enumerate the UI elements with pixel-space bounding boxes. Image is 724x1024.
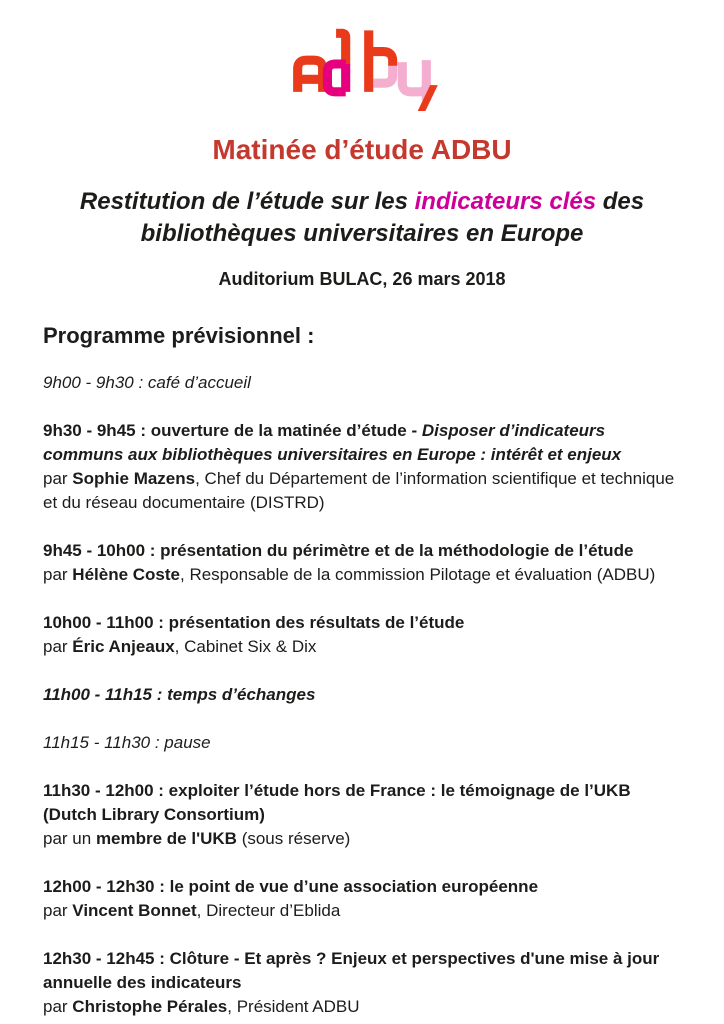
text-segment: 10h00 - 11h00 : présentation des résultats de l’étude xyxy=(43,613,465,632)
text-segment: , Président ADBU xyxy=(227,997,360,1016)
program-line xyxy=(43,611,681,635)
text-segment: par xyxy=(43,469,73,488)
text-segment: 9h00 - 9h30 : café d’accueil xyxy=(43,373,251,392)
program-line xyxy=(43,731,681,755)
text-segment: par xyxy=(43,997,73,1016)
program-item xyxy=(43,731,681,755)
subtitle-line-2: bibliothèques universitaires en Europe xyxy=(140,220,584,247)
text-segment: , Responsable de la commission Pilotage et évaluation (ADBU) xyxy=(180,565,656,584)
program-item xyxy=(43,611,681,659)
text-segment: , Cabinet Six & Dix xyxy=(174,637,317,656)
program-line xyxy=(43,635,681,659)
program-line xyxy=(43,875,681,899)
program-line xyxy=(43,827,681,851)
program-line xyxy=(43,419,681,467)
program-line xyxy=(43,371,681,395)
program-line xyxy=(43,947,681,995)
text-segment: 11h15 - 11h30 : pause xyxy=(43,733,211,752)
program-list xyxy=(43,371,681,1019)
subtitle-text-pre: Restitution de l’étude sur les xyxy=(79,188,415,215)
text-segment: 9h45 - 10h00 : présentation du périmètre et de la méthodologie de l’étude xyxy=(43,541,634,560)
program-item xyxy=(43,371,681,395)
page-title: Matinée d’étude ADBU xyxy=(212,134,512,165)
text-segment: par xyxy=(43,901,73,920)
venue-date: Auditorium BULAC, 26 mars 2018 xyxy=(218,269,506,289)
adbu-logo-graphic xyxy=(282,16,442,112)
text-segment: Hélène Coste xyxy=(72,565,180,584)
text-segment: , Directeur d’Eblida xyxy=(196,901,341,920)
program-line xyxy=(43,539,681,563)
program-line xyxy=(43,683,681,707)
subtitle xyxy=(43,186,681,250)
subtitle-highlight: indicateurs clés xyxy=(414,188,597,215)
program-line xyxy=(43,995,681,1019)
program-line xyxy=(43,899,681,923)
text-segment: Sophie Mazens xyxy=(72,469,196,488)
text-segment: membre de l'UKB xyxy=(95,829,237,848)
program-item xyxy=(43,947,681,1019)
text-segment: 12h00 - 12h30 : le point de vue d’une association européenne xyxy=(43,877,539,896)
text-segment: Vincent Bonnet xyxy=(72,901,197,920)
text-segment: par xyxy=(43,637,73,656)
program-line xyxy=(43,563,681,587)
adbu-logo xyxy=(43,16,681,114)
text-segment: 12h30 - 12h45 : Clôture - Et après ? Enjeux et perspectives d'une mise à jour annuelle des indicateurs xyxy=(43,949,660,992)
subtitle-line-1 xyxy=(43,186,681,218)
text-segment: par un xyxy=(43,829,96,848)
text-segment: Disposer d’indicateurs communs aux bibliothèques universitaires en Europe : intérêt et enjeux xyxy=(43,421,622,464)
text-segment: par xyxy=(43,565,73,584)
program-item xyxy=(43,683,681,707)
program-item xyxy=(43,875,681,923)
text-segment: , Chef du Département de l’information scientifique et technique et du réseau documentaire (DISTRD) xyxy=(43,469,675,512)
program-item xyxy=(43,779,681,851)
text-segment: 11h30 - 12h00 : exploiter l’étude hors de France : le témoignage de l’UKB (Dutch Library Consortium) xyxy=(43,781,631,824)
program-line xyxy=(43,467,681,515)
text-segment: Christophe Pérales xyxy=(72,997,228,1016)
text-segment: 11h00 - 11h15 : temps d’échanges xyxy=(43,685,316,704)
program-item xyxy=(43,539,681,587)
text-segment: 9h30 - 9h45 : ouverture de la matinée d’étude - xyxy=(43,421,422,440)
text-segment: Éric Anjeaux xyxy=(72,637,175,656)
program-heading: Programme prévisionnel : xyxy=(43,323,315,348)
text-segment: (sous réserve) xyxy=(236,829,351,848)
program-item xyxy=(43,419,681,515)
program-line xyxy=(43,779,681,827)
subtitle-text-post: des xyxy=(596,188,645,215)
